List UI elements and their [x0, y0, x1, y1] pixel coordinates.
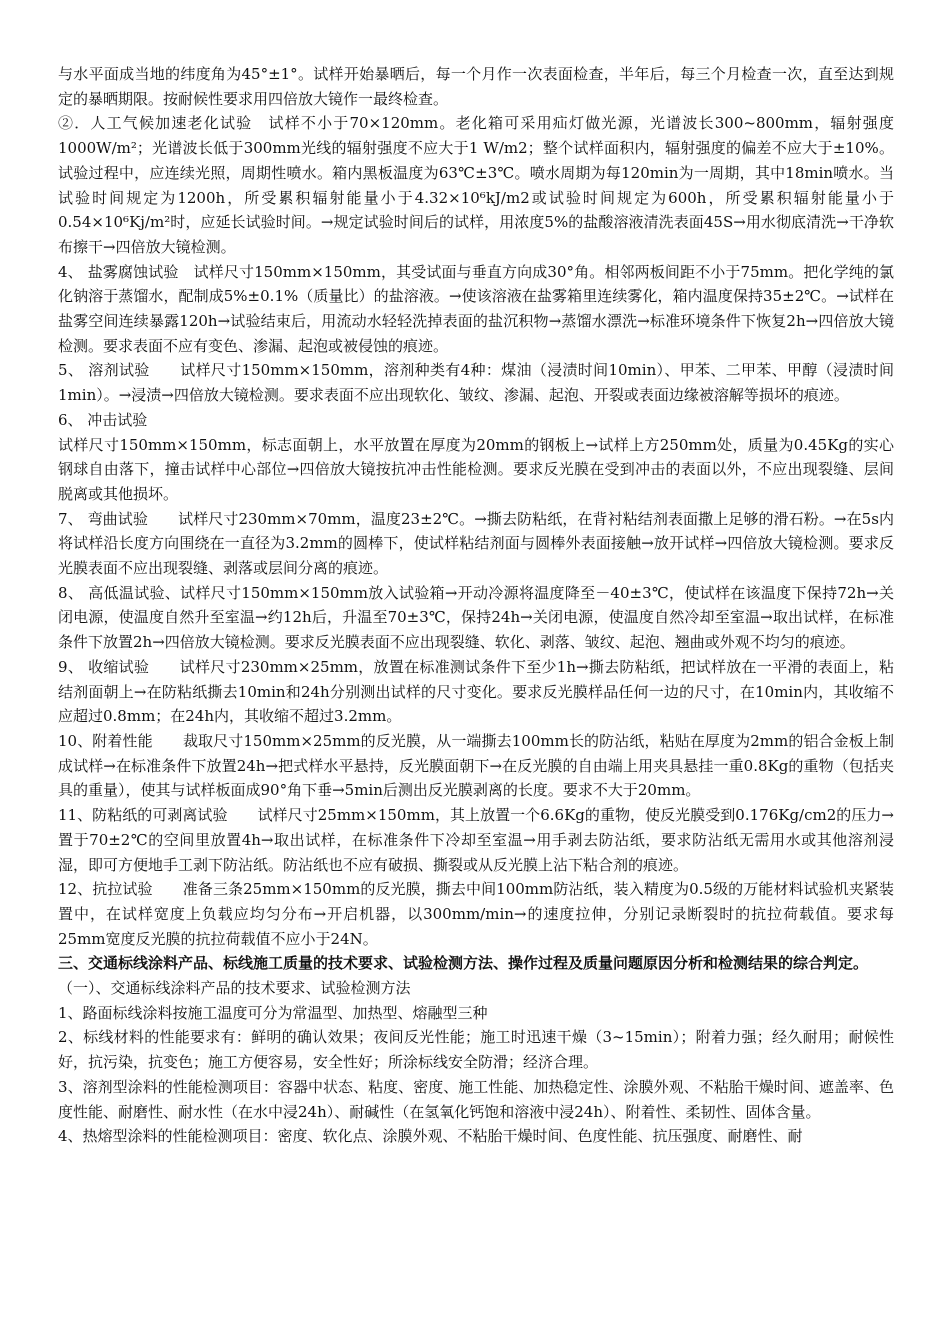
section-heading-marking-paint: 三、交通标线涂料产品、标线施工质量的技术要求、试验检测方法、操作过程及质量问题原因分析和检测结果的综合判定。: [58, 954, 869, 973]
paragraph-adhesion-test: 10、附着性能 裁取尺寸150mm×25mm的反光膜，从一端撕去100mm长的防沾纸，粘贴在厚度为2mm的铝合金板上制成试样→在标准条件下放置24h→把式样水平悬持，反光膜面朝下→在反光膜的自由端上用夹具悬挂一重0.8Kg的重物（包括夹具的重量），使其与试样板面成90°角下垂→5min后测出反光膜剥离的长度。要求不大于20mm。: [58, 731, 894, 800]
paragraph-impact-test-body: 试样尺寸150mm×150mm，标志面朝上，水平放置在厚度为20mm的钢板上→试样上方250mm处，质量为0.45Kg的实心钢球自由落下，撞击试样中心部位→四倍放大镜按抗冲击性能检测。要求反光膜在受到冲击的表面以外，不应出现裂缝、层间脱离或其他损坏。: [58, 435, 894, 503]
list-item-performance-requirements: 2、标线材料的性能要求有：鲜明的确认效果；夜间反光性能；施工时迅速干燥（3~15min）；附着力强；经久耐用；耐候性好，抗污染，抗变色；施工方便容易，安全性好；所涂标线安全防滑；经济合理。: [58, 1028, 894, 1072]
document-page: [58, 62, 894, 1149]
paragraph-shrinkage-test: 9、 收缩试验 试样尺寸230mm×25mm，放置在标准测试条件下至少1h→撕去防粘纸，把试样放在一平滑的表面上，粘结剂面朝上→在防粘纸撕去10min和24h分别测出试样的尺寸变化。要求反光膜样品任何一边的尺寸，在10min内，其收缩不应超过0.8mm；在24h内，其收缩不超过3.2mm。: [58, 657, 894, 726]
list-item-solvent-paint-tests: 3、溶剂型涂料的性能检测项目：容器中状态、粘度、密度、施工性能、加热稳定性、涂膜外观、不粘胎干燥时间、遮盖率、色度性能、耐磨性、耐水性（在水中浸24h）、耐碱性（在氢氧化钙饱和溶液中浸24h）、附着性、柔韧性、固体含量。: [58, 1077, 894, 1121]
paragraph-tensile-test: 12、抗拉试验 准备三条25mm×150mm的反光膜，撕去中间100mm防沾纸，装入精度为0.5级的万能材料试验机夹紧装置中，在试样宽度上负载应均匀分布→开启机器，以300mm/min→的速度拉伸，分别记录断裂时的抗拉荷载值。要求每25mm宽度反光膜的抗拉荷载值不应小于24N。: [58, 880, 894, 948]
subsection-heading: （一）、交通标线涂料产品的技术要求、试验检测方法: [58, 979, 411, 998]
list-item-paint-types: 1、路面标线涂料按施工温度可分为常温型、加热型、熔融型三种: [58, 1003, 488, 1022]
list-item-hot-melt-paint-tests: 4、热熔型涂料的性能检测项目：密度、软化点、涂膜外观、不粘胎干燥时间、色度性能、抗压强度、耐磨性、耐: [58, 1127, 803, 1146]
paragraph-release-paper-test: 11、防粘纸的可剥离试验 试样尺寸25mm×150mm，其上放置一个6.6Kg的重物，使反光膜受到0.176Kg/cm2的压力→置于70±2℃的空间里放置4h→取出试样，在标准条件下冷却至室温→用手剥去防沾纸，要求防沾纸无需用水或其他溶剂浸湿，即可方便地手工剥下防沾纸。防沾纸也不应有破损、撕裂或从反光膜上沾下粘合剂的痕迹。: [58, 806, 894, 874]
paragraph-solvent-test: 5、 溶剂试验 试样尺寸150mm×150mm，溶剂种类有4种：煤油（浸渍时间10min）、甲苯、二甲苯、甲醇（浸渍时间1min）。→浸渍→四倍放大镜检测。要求表面不应出现软化、皱纹、渗漏、起泡、开裂或表面边缘被溶解等损坏的痕迹。: [58, 361, 894, 405]
paragraph-bending-test: 7、 弯曲试验 试样尺寸230mm×70mm，温度23±2℃。→撕去防粘纸，在背衬粘结剂表面撒上足够的滑石粉。→在5s内将试样沿长度方向围绕在一直径为3.2mm的圆棒下，使试样粘结剂面与圆棒外表面接触→放开试样→四倍放大镜检测。要求反光膜表面不应出现裂缝、剥落或层间分离的痕迹。: [58, 509, 894, 578]
paragraph-high-low-temp-test: 8、 高低温试验、试样尺寸150mm×150mm放入试验箱→开动冷源将温度降至－40±3℃，使试样在该温度下保持72h→关闭电源，使温度自然升至室温→约12h后，升温至70±3℃，保持24h→关闭电源，使温度自然冷却至室温→取出试样，在标准条件下放置2h→四倍放大镜检测。要求反光膜表面不应出现裂缝、软化、剥落、皱纹、起泡、翘曲或外观不均匀的痕迹。: [58, 583, 894, 652]
paragraph-impact-test-title: 6、 冲击试验: [58, 410, 148, 429]
paragraph-salt-spray-test: 4、 盐雾腐蚀试验 试样尺寸150mm×150mm，其受试面与垂直方向成30°角。相邻两板间距不小于75mm。把化学纯的氯化钠溶于蒸馏水，配制成5%±0.1%（质量比）的盐溶液。→使该溶液在盐雾箱里连续雾化，箱内温度保持35±2℃。→试样在盐雾空间连续暴露120h→试验结束后，用流动水轻轻洗掉表面的盐沉积物→蒸馏水漂洗→标准环境条件下恢复2h→四倍放大镜检测。要求表面不应有变色、渗漏、起泡或被侵蚀的痕迹。: [58, 262, 894, 355]
paragraph-artificial-weathering-test: ②．人工气候加速老化试验 试样不小于70×120mm。老化箱可采用疝灯做光源，光谱波长300~800mm，辐射强度1000W/m²；光谱波长低于300mm光线的辐射强度不应大于1 W/m2；整个试样面积内，辐射强度的偏差不应大于±10%。试验过程中，应连续光照，周期性喷水。箱内黑板温度为63℃±3℃。喷水周期为每120min为一周期，其中18min喷水。当试验时间规定为1200h，所受累积辐射能量小于4.32×10⁶kJ/m2或试验时间规定为600h，所受累积辐射能量小于0.54×10⁶Kj/m²时，应延长试验时间。→规定试验时间后的试样，用浓度5%的盐酸溶液清洗表面45S→用水彻底清洗→干净软布擦干→四倍放大镜检测。: [58, 114, 894, 256]
paragraph-exposure-continuation: 与水平面成当地的纬度角为45°±1°。试样开始暴晒后，每一个月作一次表面检查，半年后，每三个月检查一次，直至达到规定的暴晒期限。按耐候性要求用四倍放大镜作一最终检查。: [58, 65, 894, 108]
